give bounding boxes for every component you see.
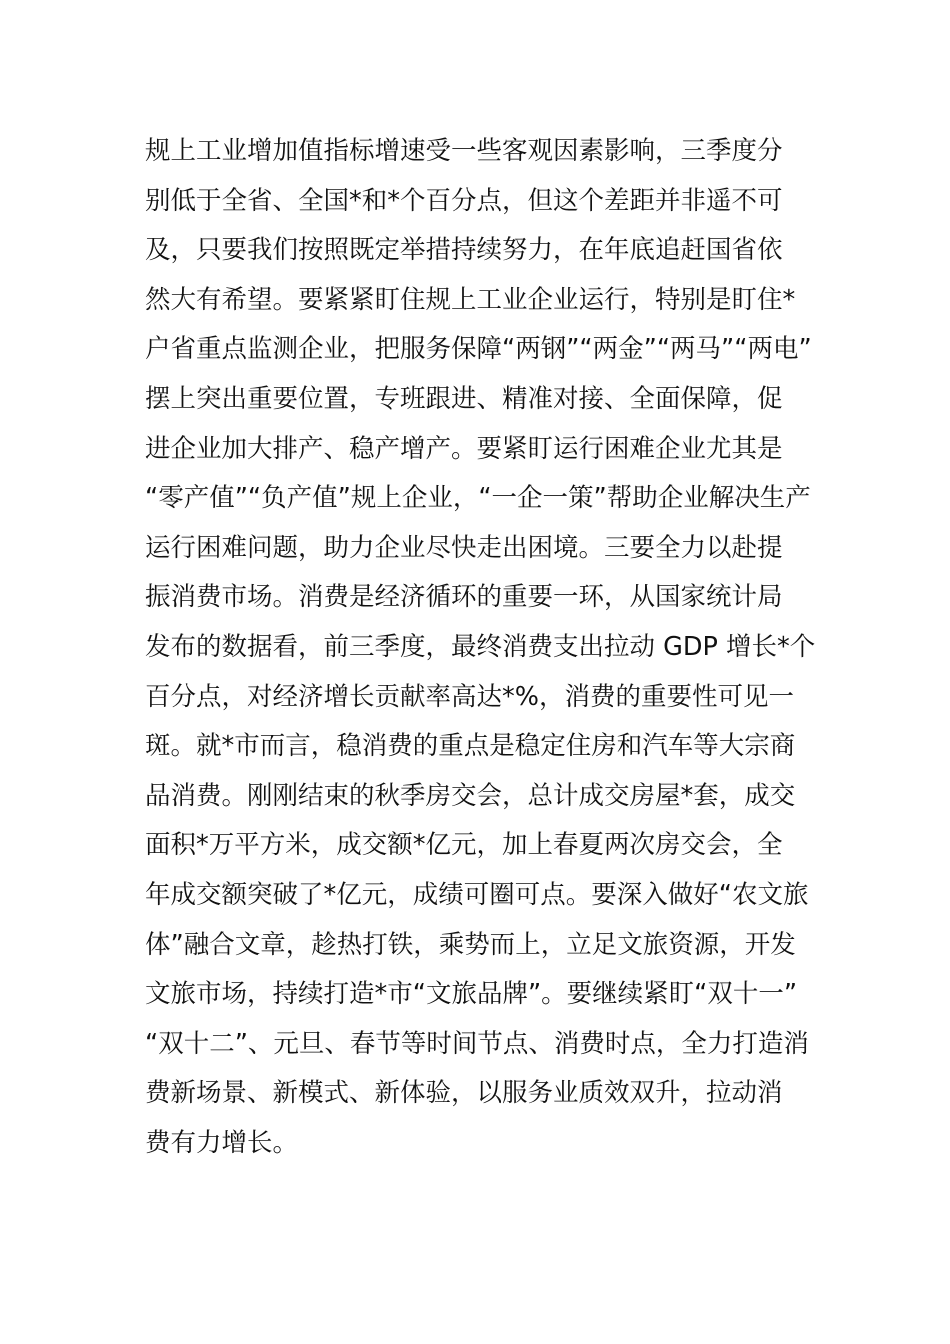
paragraph-line-21: 费有力增长。 (145, 1127, 299, 1158)
paragraph-line-15: 面积*万平方米，成交额*亿元，加上春夏两次房交会，全 (145, 830, 783, 861)
paragraph-line-19: “双十二”、元旦、春节等时间节点、消费时点，全力打造消 (145, 1028, 809, 1059)
paragraph-line-2: 别低于全省、全国*和*个百分点，但这个差距并非遥不可 (145, 185, 783, 216)
body-paragraph (145, 127, 815, 1168)
paragraph-line-13: 斑。就*市而言，稳消费的重点是稳定住房和汽车等大宗商 (145, 731, 796, 762)
paragraph-line-11: 发布的数据看，前三季度，最终消费支出拉动 GDP 增长*个 (145, 631, 816, 662)
paragraph-line-9: 运行困难问题，助力企业尽快走出困境。三要全力以赴提 (145, 532, 783, 563)
paragraph-line-8: “零产值”“负产值”规上企业，“一企一策”帮助企业解决生产 (145, 483, 811, 514)
paragraph-line-1: 规上工业增加值指标增速受一些客观因素影响，三季度分 (145, 136, 783, 166)
paragraph-line-20: 费新场景、新模式、新体验，以服务业质效双升，拉动消 (145, 1078, 783, 1109)
paragraph-line-5: 户省重点监测企业，把服务保障“两钢”“两金”“两马”“两电” (145, 334, 812, 365)
paragraph-line-4: 然大有希望。要紧紧盯住规上工业企业运行，特别是盯住* (145, 284, 796, 315)
paragraph-line-3: 及，只要我们按照既定举措持续努力，在年底追赶国省依 (145, 235, 783, 266)
paragraph-line-17: 体”融合文章，趁热打铁，乘势而上，立足文旅资源，开发 (145, 929, 796, 960)
paragraph-line-12: 百分点，对经济增长贡献率高达*%，消费的重要性可见一 (145, 681, 794, 712)
paragraph-line-7: 进企业加大排产、稳产增产。要紧盯运行困难企业尤其是 (145, 433, 783, 464)
paragraph-line-6: 摆上突出重要位置，专班跟进、精准对接、全面保障，促 (145, 383, 783, 414)
paragraph-line-18: 文旅市场，持续打造*市“文旅品牌”。要继续紧盯“双十一” (145, 979, 798, 1010)
paragraph-line-14: 品消费。刚刚结束的秋季房交会，总计成交房屋*套，成交 (145, 780, 796, 811)
paragraph-line-16: 年成交额突破了*亿元，成绩可圈可点。要深入做好“农文旅 (145, 879, 809, 910)
paragraph-line-10: 振消费市场。消费是经济循环的重要一环，从国家统计局 (145, 582, 783, 613)
